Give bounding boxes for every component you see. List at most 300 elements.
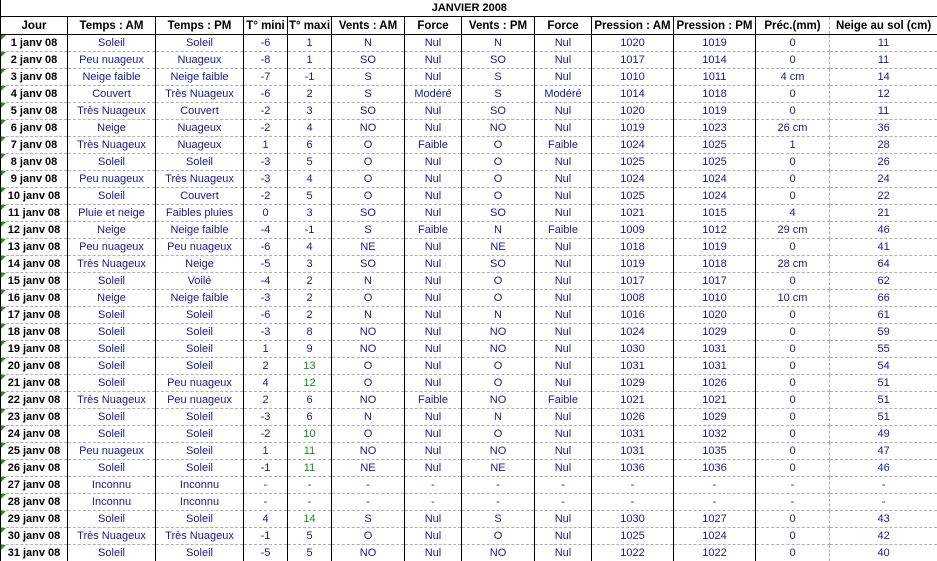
table-cell[interactable]: Soleil xyxy=(156,307,244,324)
table-cell[interactable]: Nul xyxy=(535,358,592,375)
table-cell[interactable]: -7 xyxy=(244,69,288,86)
table-cell[interactable]: Soleil xyxy=(68,307,156,324)
table-cell[interactable]: 46 xyxy=(830,222,937,239)
day-cell[interactable]: 11 janv 08 xyxy=(1,205,68,222)
table-cell[interactable]: O xyxy=(332,375,405,392)
table-cell[interactable]: Nul xyxy=(405,35,462,52)
table-cell[interactable]: 1012 xyxy=(674,222,756,239)
table-cell[interactable]: Soleil xyxy=(68,154,156,171)
table-cell[interactable]: - xyxy=(756,477,830,494)
table-cell[interactable]: Peu nuageux xyxy=(156,392,244,409)
table-cell[interactable]: Nul xyxy=(535,154,592,171)
table-cell[interactable]: Nul xyxy=(535,324,592,341)
table-cell[interactable]: SO xyxy=(462,103,535,120)
table-cell[interactable]: 26 cm xyxy=(756,120,830,137)
table-cell[interactable]: 62 xyxy=(830,273,937,290)
table-cell[interactable]: NE xyxy=(462,460,535,477)
table-cell[interactable]: Soleil xyxy=(156,35,244,52)
column-header[interactable]: Jour xyxy=(1,17,68,35)
table-cell[interactable]: -6 xyxy=(244,35,288,52)
table-cell[interactable]: Neige faible xyxy=(156,69,244,86)
table-cell[interactable]: Neige faible xyxy=(68,69,156,86)
table-cell[interactable]: -4 xyxy=(244,273,288,290)
day-cell[interactable]: 1 janv 08 xyxy=(1,35,68,52)
table-cell[interactable]: - xyxy=(405,494,462,511)
day-cell[interactable]: 8 janv 08 xyxy=(1,154,68,171)
table-cell[interactable]: NO xyxy=(462,392,535,409)
table-cell[interactable]: Nul xyxy=(405,307,462,324)
table-cell[interactable]: 2 xyxy=(244,392,288,409)
table-cell[interactable]: -1 xyxy=(288,222,332,239)
table-cell[interactable]: 0 xyxy=(756,86,830,103)
table-cell[interactable]: SO xyxy=(332,256,405,273)
day-cell[interactable]: 31 janv 08 xyxy=(1,545,68,561)
table-cell[interactable]: Nul xyxy=(405,273,462,290)
table-cell[interactable]: Nul xyxy=(405,375,462,392)
table-cell[interactable]: Nul xyxy=(405,239,462,256)
day-cell[interactable]: 25 janv 08 xyxy=(1,443,68,460)
table-cell[interactable]: 1020 xyxy=(592,35,674,52)
column-header[interactable]: Vents : PM xyxy=(462,17,535,35)
table-cell[interactable]: 0 xyxy=(756,511,830,528)
table-cell[interactable]: 1011 xyxy=(674,69,756,86)
table-cell[interactable]: 22 xyxy=(830,188,937,205)
table-cell[interactable]: 1021 xyxy=(592,392,674,409)
table-cell[interactable]: Soleil xyxy=(68,35,156,52)
table-cell[interactable]: Nul xyxy=(535,273,592,290)
day-cell[interactable]: 12 janv 08 xyxy=(1,222,68,239)
table-cell[interactable]: - xyxy=(462,477,535,494)
table-cell[interactable]: Nul xyxy=(535,426,592,443)
table-cell[interactable]: NO xyxy=(462,341,535,358)
table-cell[interactable]: 10 cm xyxy=(756,290,830,307)
table-cell[interactable]: 4 xyxy=(288,171,332,188)
table-cell[interactable]: NO xyxy=(332,120,405,137)
table-cell[interactable]: -4 xyxy=(244,222,288,239)
day-cell[interactable]: 28 janv 08 xyxy=(1,494,68,511)
table-cell[interactable]: 0 xyxy=(756,52,830,69)
table-cell[interactable]: Nul xyxy=(405,545,462,561)
table-cell[interactable]: - xyxy=(288,477,332,494)
table-cell[interactable]: Nul xyxy=(535,460,592,477)
table-cell[interactable]: 11 xyxy=(830,52,937,69)
table-cell[interactable]: 5 xyxy=(288,154,332,171)
table-cell[interactable]: - xyxy=(332,477,405,494)
table-cell[interactable]: 1014 xyxy=(674,52,756,69)
table-cell[interactable]: Nul xyxy=(405,528,462,545)
table-cell[interactable]: 49 xyxy=(830,426,937,443)
table-cell[interactable]: O xyxy=(462,273,535,290)
table-cell[interactable]: 43 xyxy=(830,511,937,528)
table-cell[interactable]: Nul xyxy=(535,528,592,545)
table-cell[interactable]: NO xyxy=(332,392,405,409)
table-cell[interactable]: - xyxy=(592,477,674,494)
table-cell[interactable]: 0 xyxy=(756,273,830,290)
table-cell[interactable]: 0 xyxy=(756,307,830,324)
table-cell[interactable]: 4 xyxy=(756,205,830,222)
table-cell[interactable]: NO xyxy=(462,120,535,137)
table-cell[interactable]: 51 xyxy=(830,409,937,426)
table-cell[interactable]: 1025 xyxy=(592,528,674,545)
table-cell[interactable]: Soleil xyxy=(68,511,156,528)
table-cell[interactable]: Soleil xyxy=(156,341,244,358)
table-cell[interactable]: Nul xyxy=(405,69,462,86)
table-cell[interactable]: 1029 xyxy=(674,409,756,426)
table-cell[interactable]: 4 xyxy=(288,239,332,256)
table-cell[interactable]: 1029 xyxy=(592,375,674,392)
table-cell[interactable]: 1029 xyxy=(674,324,756,341)
table-cell[interactable]: 47 xyxy=(830,443,937,460)
table-cell[interactable]: 40 xyxy=(830,545,937,561)
table-cell[interactable]: NE xyxy=(462,239,535,256)
table-cell[interactable]: S xyxy=(332,222,405,239)
table-cell[interactable]: 66 xyxy=(830,290,937,307)
column-header[interactable]: Pression : PM xyxy=(674,17,756,35)
table-cell[interactable]: Nuageux xyxy=(156,120,244,137)
table-cell[interactable]: NO xyxy=(462,545,535,561)
column-header[interactable]: Pression : AM xyxy=(592,17,674,35)
table-cell[interactable]: 41 xyxy=(830,239,937,256)
table-cell[interactable]: Nul xyxy=(405,511,462,528)
table-cell[interactable]: 0 xyxy=(756,358,830,375)
table-cell[interactable]: NO xyxy=(332,443,405,460)
table-cell[interactable]: 28 cm xyxy=(756,256,830,273)
table-cell[interactable]: SO xyxy=(462,52,535,69)
table-cell[interactable]: Peu nuageux xyxy=(68,239,156,256)
table-cell[interactable]: NO xyxy=(332,341,405,358)
table-cell[interactable]: -3 xyxy=(244,324,288,341)
table-cell[interactable]: -2 xyxy=(244,426,288,443)
table-cell[interactable]: 3 xyxy=(288,256,332,273)
table-cell[interactable]: NO xyxy=(332,545,405,561)
table-cell[interactable]: Soleil xyxy=(156,443,244,460)
table-cell[interactable]: Nul xyxy=(405,290,462,307)
table-cell[interactable]: -6 xyxy=(244,307,288,324)
table-cell[interactable]: - xyxy=(592,494,674,511)
table-cell[interactable]: Soleil xyxy=(68,375,156,392)
table-cell[interactable]: Peu nuageux xyxy=(68,443,156,460)
table-cell[interactable]: Soleil xyxy=(68,358,156,375)
table-cell[interactable]: Très Nuageux xyxy=(156,86,244,103)
day-cell[interactable]: 18 janv 08 xyxy=(1,324,68,341)
table-cell[interactable]: SO xyxy=(332,52,405,69)
table-cell[interactable]: 14 xyxy=(830,69,937,86)
column-header[interactable]: T° mini xyxy=(244,17,288,35)
table-cell[interactable]: NO xyxy=(332,324,405,341)
table-cell[interactable]: -2 xyxy=(244,120,288,137)
table-cell[interactable]: 1024 xyxy=(674,171,756,188)
table-cell[interactable]: Nul xyxy=(405,324,462,341)
table-cell[interactable]: S xyxy=(462,511,535,528)
table-cell[interactable]: N xyxy=(462,409,535,426)
table-cell[interactable]: NE xyxy=(332,460,405,477)
table-cell[interactable]: 0 xyxy=(756,239,830,256)
table-cell[interactable]: O xyxy=(462,171,535,188)
table-cell[interactable]: O xyxy=(462,528,535,545)
table-cell[interactable]: - xyxy=(535,494,592,511)
table-cell[interactable]: - xyxy=(244,477,288,494)
table-cell[interactable]: - xyxy=(674,494,756,511)
table-cell[interactable]: Nul xyxy=(535,69,592,86)
table-cell[interactable]: 0 xyxy=(756,154,830,171)
table-cell[interactable]: S xyxy=(332,86,405,103)
table-cell[interactable]: Soleil xyxy=(68,341,156,358)
table-cell[interactable]: -8 xyxy=(244,52,288,69)
table-cell[interactable]: SO xyxy=(462,205,535,222)
day-cell[interactable]: 13 janv 08 xyxy=(1,239,68,256)
table-cell[interactable]: 1022 xyxy=(592,545,674,561)
table-cell[interactable]: - xyxy=(405,477,462,494)
table-cell[interactable]: 1021 xyxy=(592,205,674,222)
table-cell[interactable]: Neige faible xyxy=(156,290,244,307)
table-cell[interactable]: Soleil xyxy=(156,545,244,561)
table-cell[interactable]: 64 xyxy=(830,256,937,273)
table-cell[interactable]: 61 xyxy=(830,307,937,324)
table-cell[interactable]: Neige xyxy=(68,222,156,239)
day-cell[interactable]: 5 janv 08 xyxy=(1,103,68,120)
table-cell[interactable]: 1010 xyxy=(674,290,756,307)
table-cell[interactable]: Peu nuageux xyxy=(156,239,244,256)
table-cell[interactable]: 0 xyxy=(756,188,830,205)
table-cell[interactable]: 42 xyxy=(830,528,937,545)
table-cell[interactable]: 1025 xyxy=(674,137,756,154)
table-cell[interactable]: O xyxy=(332,188,405,205)
table-cell[interactable]: Nul xyxy=(405,460,462,477)
table-cell[interactable]: NO xyxy=(462,443,535,460)
table-cell[interactable]: Nul xyxy=(535,171,592,188)
table-cell[interactable]: Très Nuageux xyxy=(156,528,244,545)
table-cell[interactable]: 1017 xyxy=(674,273,756,290)
table-cell[interactable]: Faible xyxy=(405,137,462,154)
table-cell[interactable]: 6 xyxy=(288,409,332,426)
table-cell[interactable]: 1032 xyxy=(674,426,756,443)
table-cell[interactable]: 3 xyxy=(288,205,332,222)
table-cell[interactable]: -6 xyxy=(244,239,288,256)
table-cell[interactable]: Nul xyxy=(535,443,592,460)
table-cell[interactable]: 5 xyxy=(288,545,332,561)
table-cell[interactable]: Faible xyxy=(405,392,462,409)
table-cell[interactable]: 11 xyxy=(830,103,937,120)
table-cell[interactable]: Nul xyxy=(405,358,462,375)
table-cell[interactable]: Nul xyxy=(405,426,462,443)
table-cell[interactable]: Très Nuageux xyxy=(68,528,156,545)
table-cell[interactable]: 1017 xyxy=(592,273,674,290)
table-cell[interactable]: 1024 xyxy=(674,188,756,205)
table-cell[interactable]: Inconnu xyxy=(156,477,244,494)
table-cell[interactable]: - xyxy=(830,494,937,511)
table-cell[interactable]: 0 xyxy=(756,545,830,561)
table-cell[interactable]: Soleil xyxy=(68,409,156,426)
table-cell[interactable]: Faible xyxy=(535,137,592,154)
table-cell[interactable]: 36 xyxy=(830,120,937,137)
day-cell[interactable]: 10 janv 08 xyxy=(1,188,68,205)
table-cell[interactable]: O xyxy=(462,358,535,375)
table-cell[interactable]: 1026 xyxy=(674,375,756,392)
table-cell[interactable]: 1024 xyxy=(674,528,756,545)
table-cell[interactable]: Neige xyxy=(156,256,244,273)
table-cell[interactable]: 0 xyxy=(244,205,288,222)
table-cell[interactable]: -5 xyxy=(244,256,288,273)
table-cell[interactable]: 1027 xyxy=(674,511,756,528)
table-cell[interactable]: Soleil xyxy=(156,409,244,426)
table-cell[interactable]: Soleil xyxy=(68,426,156,443)
table-cell[interactable]: Nul xyxy=(405,52,462,69)
table-cell[interactable]: 5 xyxy=(288,528,332,545)
day-cell[interactable]: 7 janv 08 xyxy=(1,137,68,154)
table-cell[interactable]: 1017 xyxy=(592,52,674,69)
table-cell[interactable]: 24 xyxy=(830,171,937,188)
table-cell[interactable]: 1031 xyxy=(592,443,674,460)
table-cell[interactable]: 3 xyxy=(288,103,332,120)
table-cell[interactable]: Nul xyxy=(535,341,592,358)
table-cell[interactable]: 1 xyxy=(244,341,288,358)
table-cell[interactable]: 10 xyxy=(288,426,332,443)
table-cell[interactable]: Nul xyxy=(405,341,462,358)
table-cell[interactable]: Pluie et neige xyxy=(68,205,156,222)
table-cell[interactable]: 2 xyxy=(288,86,332,103)
table-cell[interactable]: 0 xyxy=(756,460,830,477)
column-header[interactable]: Neige au sol (cm) xyxy=(830,17,937,35)
table-cell[interactable]: 1025 xyxy=(592,188,674,205)
day-cell[interactable]: 9 janv 08 xyxy=(1,171,68,188)
table-cell[interactable]: Nul xyxy=(405,443,462,460)
table-cell[interactable]: 0 xyxy=(756,341,830,358)
table-cell[interactable]: Nul xyxy=(405,154,462,171)
table-cell[interactable]: 1018 xyxy=(674,86,756,103)
table-cell[interactable]: 21 xyxy=(830,205,937,222)
column-header[interactable]: Temps : AM xyxy=(68,17,156,35)
table-cell[interactable]: - xyxy=(332,494,405,511)
column-header[interactable]: T° maxi xyxy=(288,17,332,35)
table-cell[interactable]: Peu nuageux xyxy=(156,375,244,392)
table-cell[interactable]: Nul xyxy=(535,375,592,392)
table-cell[interactable]: SO xyxy=(332,103,405,120)
table-cell[interactable]: 6 xyxy=(288,137,332,154)
table-cell[interactable]: Nuageux xyxy=(156,137,244,154)
table-cell[interactable]: 1019 xyxy=(592,256,674,273)
table-cell[interactable]: NE xyxy=(332,239,405,256)
day-cell[interactable]: 2 janv 08 xyxy=(1,52,68,69)
table-cell[interactable]: -1 xyxy=(244,460,288,477)
table-cell[interactable]: - xyxy=(462,494,535,511)
table-cell[interactable]: 11 xyxy=(288,443,332,460)
table-cell[interactable]: 1024 xyxy=(592,171,674,188)
table-cell[interactable]: - xyxy=(288,494,332,511)
table-cell[interactable]: 1019 xyxy=(674,35,756,52)
column-header[interactable]: Temps : PM xyxy=(156,17,244,35)
table-cell[interactable]: O xyxy=(462,137,535,154)
table-cell[interactable]: 2 xyxy=(288,307,332,324)
table-cell[interactable]: 1021 xyxy=(674,392,756,409)
table-cell[interactable]: 1008 xyxy=(592,290,674,307)
table-cell[interactable]: Neige xyxy=(68,290,156,307)
column-header[interactable]: Force xyxy=(535,17,592,35)
table-cell[interactable]: Nul xyxy=(405,103,462,120)
day-cell[interactable]: 16 janv 08 xyxy=(1,290,68,307)
day-cell[interactable]: 27 janv 08 xyxy=(1,477,68,494)
table-cell[interactable]: -3 xyxy=(244,171,288,188)
table-cell[interactable]: 4 xyxy=(244,375,288,392)
table-cell[interactable]: 1010 xyxy=(592,69,674,86)
table-cell[interactable]: 1031 xyxy=(674,358,756,375)
table-cell[interactable]: Nul xyxy=(535,256,592,273)
table-cell[interactable]: Faibles pluies xyxy=(156,205,244,222)
table-cell[interactable]: O xyxy=(332,290,405,307)
table-cell[interactable]: Couvert xyxy=(156,103,244,120)
table-cell[interactable]: O xyxy=(462,290,535,307)
table-cell[interactable]: Modéré xyxy=(535,86,592,103)
table-cell[interactable]: Faible xyxy=(535,392,592,409)
table-cell[interactable]: 1030 xyxy=(592,511,674,528)
table-cell[interactable]: O xyxy=(332,426,405,443)
table-cell[interactable]: 54 xyxy=(830,358,937,375)
table-cell[interactable]: Nul xyxy=(405,188,462,205)
table-cell[interactable]: -6 xyxy=(244,86,288,103)
table-cell[interactable]: -3 xyxy=(244,290,288,307)
table-cell[interactable]: -2 xyxy=(244,188,288,205)
table-cell[interactable]: N xyxy=(332,307,405,324)
table-cell[interactable]: 1020 xyxy=(674,307,756,324)
table-cell[interactable]: Soleil xyxy=(68,273,156,290)
day-cell[interactable]: 26 janv 08 xyxy=(1,460,68,477)
column-header[interactable]: Vents : AM xyxy=(332,17,405,35)
day-cell[interactable]: 4 janv 08 xyxy=(1,86,68,103)
table-cell[interactable]: Nul xyxy=(405,120,462,137)
table-cell[interactable]: O xyxy=(332,137,405,154)
table-cell[interactable]: 0 xyxy=(756,392,830,409)
day-cell[interactable]: 19 janv 08 xyxy=(1,341,68,358)
table-cell[interactable]: 9 xyxy=(288,341,332,358)
table-cell[interactable]: - xyxy=(674,477,756,494)
table-cell[interactable]: O xyxy=(332,154,405,171)
table-cell[interactable]: Neige xyxy=(68,120,156,137)
table-cell[interactable]: Neige faible xyxy=(156,222,244,239)
table-cell[interactable]: O xyxy=(332,171,405,188)
table-cell[interactable]: 59 xyxy=(830,324,937,341)
table-cell[interactable]: Très Nuageux xyxy=(68,103,156,120)
table-cell[interactable]: Très Nuageux xyxy=(156,171,244,188)
table-cell[interactable]: S xyxy=(462,69,535,86)
day-cell[interactable]: 22 janv 08 xyxy=(1,392,68,409)
table-cell[interactable]: S xyxy=(332,511,405,528)
table-cell[interactable]: 1036 xyxy=(674,460,756,477)
table-cell[interactable]: 0 xyxy=(756,528,830,545)
table-cell[interactable]: Soleil xyxy=(156,426,244,443)
table-cell[interactable]: 55 xyxy=(830,341,937,358)
day-cell[interactable]: 17 janv 08 xyxy=(1,307,68,324)
table-cell[interactable]: 4 xyxy=(288,120,332,137)
table-cell[interactable]: 1031 xyxy=(592,358,674,375)
table-cell[interactable]: Voilé xyxy=(156,273,244,290)
table-cell[interactable]: N xyxy=(332,35,405,52)
table-cell[interactable]: O xyxy=(462,188,535,205)
table-cell[interactable]: N xyxy=(462,35,535,52)
table-cell[interactable]: 1 xyxy=(288,35,332,52)
table-cell[interactable]: 1022 xyxy=(674,545,756,561)
table-cell[interactable]: - xyxy=(830,477,937,494)
table-cell[interactable]: 1019 xyxy=(674,103,756,120)
table-cell[interactable]: Soleil xyxy=(156,511,244,528)
table-cell[interactable]: 5 xyxy=(288,188,332,205)
table-cell[interactable]: Nul xyxy=(535,307,592,324)
table-cell[interactable]: Soleil xyxy=(68,188,156,205)
table-cell[interactable]: Nul xyxy=(405,171,462,188)
table-cell[interactable]: N xyxy=(332,273,405,290)
table-cell[interactable]: 1023 xyxy=(674,120,756,137)
table-cell[interactable]: 1 xyxy=(288,52,332,69)
table-cell[interactable]: N xyxy=(332,409,405,426)
table-cell[interactable]: 12 xyxy=(288,375,332,392)
